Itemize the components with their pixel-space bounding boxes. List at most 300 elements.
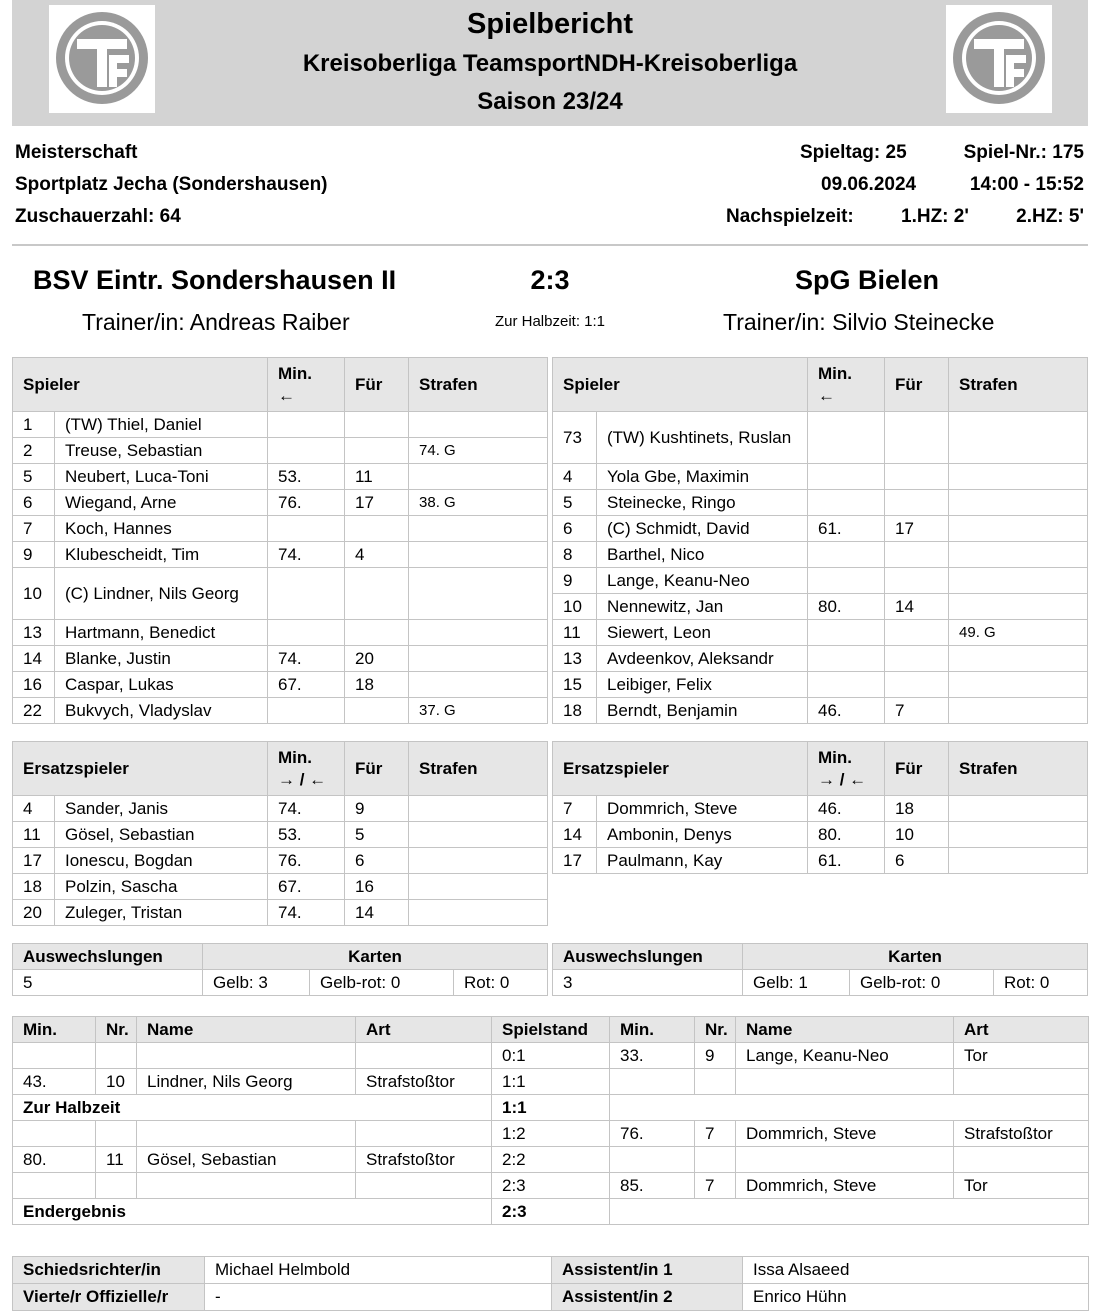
penalties [949, 594, 1088, 620]
penalties [949, 646, 1088, 672]
yellowred-cards: Gelb-rot: 0 [310, 970, 454, 996]
sub-minute [808, 646, 885, 672]
player-name: Bukvych, Vladyslav [55, 698, 268, 724]
penalties: 37. G [409, 698, 548, 724]
competition: Meisterschaft [15, 142, 138, 163]
stoppage-label: Nachspielzeit: [726, 206, 854, 227]
player-name: Zuleger, Tristan [55, 900, 268, 926]
penalties [949, 672, 1088, 698]
sub-minute: 67. [268, 874, 345, 900]
player-name: Lange, Keanu-Neo [597, 568, 808, 594]
sub-for: 18 [345, 672, 409, 698]
player-number: 8 [553, 542, 597, 568]
player-row [13, 516, 548, 542]
player-row [553, 698, 1088, 724]
sub-for: 14 [345, 900, 409, 926]
away-event-type: Tor [954, 1043, 1089, 1069]
player-number: 2 [13, 438, 55, 464]
home-event-player [137, 1173, 356, 1199]
sub-for: 20 [345, 646, 409, 672]
player-row [13, 568, 548, 620]
referee-name: Michael Helmbold [205, 1257, 552, 1284]
player-name: Berndt, Benjamin [597, 698, 808, 724]
officials-table [12, 1256, 1089, 1311]
sub-minute: 74. [268, 796, 345, 822]
col-spieler: Spieler [553, 358, 808, 412]
home-event-minute [13, 1121, 96, 1147]
penalties [409, 464, 548, 490]
event-blank [610, 1199, 1089, 1225]
player-name: Steinecke, Ringo [597, 490, 808, 516]
penalties [409, 412, 548, 438]
sub-minute: 61. [808, 516, 885, 542]
event-row [13, 1043, 1089, 1069]
report-header [12, 0, 1088, 126]
sub-for: 6 [885, 848, 949, 874]
home-event-player [137, 1121, 356, 1147]
event-score: 1:1 [492, 1095, 610, 1121]
player-row [553, 646, 1088, 672]
home-lineup-table [12, 357, 548, 724]
col-spieler: Spieler [13, 358, 268, 412]
sub-for: 14 [885, 594, 949, 620]
penalties [409, 542, 548, 568]
player-row [553, 412, 1088, 464]
stoppage-second-half: 2.HZ: 5' [1016, 206, 1084, 227]
event-row [13, 1147, 1089, 1173]
col-strafen: Strafen [409, 742, 548, 796]
season: Saison 23/24 [477, 88, 623, 115]
penalties [409, 822, 548, 848]
player-number: 11 [553, 620, 597, 646]
sub-minute: 76. [268, 848, 345, 874]
player-row [13, 646, 548, 672]
penalties [949, 490, 1088, 516]
home-event-minute [13, 1043, 96, 1069]
player-number: 13 [13, 620, 55, 646]
penalties [409, 672, 548, 698]
player-number: 18 [13, 874, 55, 900]
player-name: Treuse, Sebastian [55, 438, 268, 464]
sub-minute [268, 620, 345, 646]
away-stats-table [552, 943, 1088, 996]
col-min: Min. → / ← [808, 742, 885, 796]
player-number: 14 [553, 822, 597, 848]
player-number: 4 [13, 796, 55, 822]
sub-for [885, 672, 949, 698]
away-event-player: Lange, Keanu-Neo [736, 1043, 954, 1069]
event-score: 1:2 [492, 1121, 610, 1147]
event-score: 0:1 [492, 1043, 610, 1069]
player-name: Barthel, Nico [597, 542, 808, 568]
player-number: 6 [553, 516, 597, 542]
home-event-type [356, 1173, 492, 1199]
event-label: Endergebnis [13, 1199, 492, 1225]
penalties: 38. G [409, 490, 548, 516]
match-time: 14:00 - 15:52 [969, 174, 1084, 195]
match-date: 09.06.2024 [821, 174, 917, 195]
sub-for [885, 646, 949, 672]
penalties: 74. G [409, 438, 548, 464]
home-subs-table [12, 741, 548, 926]
player-row [13, 542, 548, 568]
event-label: Zur Halbzeit [13, 1095, 492, 1121]
sub-minute: 53. [268, 822, 345, 848]
halftime-score: Zur Halbzeit: 1:1 [494, 313, 606, 330]
home-event-number [96, 1121, 137, 1147]
home-event-player: Lindner, Nils Georg [137, 1069, 356, 1095]
col-strafen: Strafen [949, 358, 1088, 412]
player-name: Avdeenkov, Aleksandr [597, 646, 808, 672]
player-number: 9 [553, 568, 597, 594]
sub-minute: 46. [808, 796, 885, 822]
home-trainer: Trainer/in: Andreas Raiber [82, 309, 350, 335]
subs-count: 3 [553, 970, 743, 996]
sub-minute: 61. [808, 848, 885, 874]
player-name: Caspar, Lukas [55, 672, 268, 698]
player-row [553, 672, 1088, 698]
sub-minute: 76. [268, 490, 345, 516]
penalties [409, 874, 548, 900]
player-name: Blanke, Justin [55, 646, 268, 672]
away-event-number: 7 [695, 1173, 736, 1199]
col-home-min: Min. [13, 1017, 96, 1043]
home-event-number: 11 [96, 1147, 137, 1173]
sub-minute [268, 412, 345, 438]
away-event-number: 9 [695, 1043, 736, 1069]
player-number: 15 [553, 672, 597, 698]
player-row [553, 568, 1088, 594]
sub-for: 5 [345, 822, 409, 848]
event-row [13, 1173, 1089, 1199]
sub-minute: 74. [268, 542, 345, 568]
home-event-type [356, 1043, 492, 1069]
col-strafen: Strafen [949, 742, 1088, 796]
sub-for: 17 [885, 516, 949, 542]
sub-for [345, 698, 409, 724]
sub-minute [808, 490, 885, 516]
sub-minute [808, 542, 885, 568]
subs-count: 5 [13, 970, 203, 996]
sub-minute [808, 568, 885, 594]
player-name: Ambonin, Denys [597, 822, 808, 848]
away-event-player [736, 1069, 954, 1095]
sub-for: 10 [885, 822, 949, 848]
home-event-minute [13, 1173, 96, 1199]
sub-for [345, 438, 409, 464]
player-name: Paulmann, Kay [597, 848, 808, 874]
sub-for [885, 490, 949, 516]
penalties [949, 568, 1088, 594]
col-subs: Auswechslungen [13, 944, 203, 970]
penalties [409, 646, 548, 672]
sub-minute [808, 412, 885, 464]
sub-for [885, 464, 949, 490]
home-event-type: Strafstoßtor [356, 1069, 492, 1095]
player-number: 1 [13, 412, 55, 438]
away-event-minute: 85. [610, 1173, 695, 1199]
fourth-official-label: Vierte/r Offizielle/r [13, 1284, 205, 1311]
away-team: SpG Bielen [795, 265, 940, 295]
player-number: 20 [13, 900, 55, 926]
penalties [949, 822, 1088, 848]
player-row [553, 516, 1088, 542]
player-number: 6 [13, 490, 55, 516]
red-cards: Rot: 0 [994, 970, 1088, 996]
player-number: 9 [13, 542, 55, 568]
player-name: Siewert, Leon [597, 620, 808, 646]
col-away-art: Art [954, 1017, 1089, 1043]
player-name: Sander, Janis [55, 796, 268, 822]
player-name: (TW) Kushtinets, Ruslan [597, 412, 808, 464]
away-event-minute: 33. [610, 1043, 695, 1069]
sub-minute [268, 698, 345, 724]
player-name: Hartmann, Benedict [55, 620, 268, 646]
home-event-minute: 80. [13, 1147, 96, 1173]
player-number: 7 [553, 796, 597, 822]
player-name: Ionescu, Bogdan [55, 848, 268, 874]
event-row [13, 1069, 1089, 1095]
player-number: 22 [13, 698, 55, 724]
sub-for [885, 620, 949, 646]
sub-for [345, 620, 409, 646]
red-cards: Rot: 0 [454, 970, 548, 996]
sub-minute [808, 620, 885, 646]
away-event-player [736, 1147, 954, 1173]
home-event-type [356, 1121, 492, 1147]
goal-events-table [12, 1016, 1089, 1225]
home-team: BSV Eintr. Sondershausen II [33, 265, 397, 295]
sub-minute: 74. [268, 646, 345, 672]
assistant2-name: Enrico Hühn [743, 1284, 1089, 1311]
sub-minute: 67. [268, 672, 345, 698]
player-number: 7 [13, 516, 55, 542]
penalties [409, 900, 548, 926]
col-away-name: Name [736, 1017, 954, 1043]
sub-for: 6 [345, 848, 409, 874]
away-trainer: Trainer/in: Silvio Steinecke [723, 309, 995, 335]
sub-for: 7 [885, 698, 949, 724]
away-event-player: Dommrich, Steve [736, 1173, 954, 1199]
player-row [13, 698, 548, 724]
referee-label: Schiedsrichter/in [13, 1257, 205, 1284]
sub-for: 11 [345, 464, 409, 490]
player-number: 18 [553, 698, 597, 724]
col-fuer: Für [885, 742, 949, 796]
penalties [949, 698, 1088, 724]
stoppage-first-half: 1.HZ: 2' [901, 206, 969, 227]
col-min: Min. ← [268, 358, 345, 412]
player-row [553, 620, 1088, 646]
sub-for [345, 568, 409, 620]
player-row [13, 796, 548, 822]
sub-for [345, 412, 409, 438]
player-number: 17 [13, 848, 55, 874]
player-row [13, 900, 548, 926]
home-event-player [137, 1043, 356, 1069]
penalties [949, 516, 1088, 542]
player-number: 5 [13, 464, 55, 490]
player-name: (C) Schmidt, David [597, 516, 808, 542]
player-number: 73 [553, 412, 597, 464]
away-event-type: Tor [954, 1173, 1089, 1199]
divider [12, 244, 1088, 246]
player-row [553, 490, 1088, 516]
player-row [553, 848, 1088, 874]
away-event-minute: 76. [610, 1121, 695, 1147]
sub-minute: 46. [808, 698, 885, 724]
yellow-cards: Gelb: 3 [203, 970, 310, 996]
player-row [13, 438, 548, 464]
col-strafen: Strafen [409, 358, 548, 412]
col-fuer: Für [345, 358, 409, 412]
col-fuer: Für [885, 358, 949, 412]
home-event-number: 10 [96, 1069, 137, 1095]
player-row [553, 594, 1088, 620]
final-score: 2:3 [530, 265, 570, 295]
sub-for: 18 [885, 796, 949, 822]
sub-minute [808, 672, 885, 698]
player-row [13, 672, 548, 698]
player-name: Leibiger, Felix [597, 672, 808, 698]
assistant1-name: Issa Alsaeed [743, 1257, 1089, 1284]
venue: Sportplatz Jecha (Sondershausen) [15, 174, 328, 195]
sub-minute: 74. [268, 900, 345, 926]
player-number: 4 [553, 464, 597, 490]
player-row [13, 464, 548, 490]
away-event-type: Strafstoßtor [954, 1121, 1089, 1147]
event-score: 1:1 [492, 1069, 610, 1095]
away-lineup-table [552, 357, 1088, 724]
event-blank [610, 1095, 1089, 1121]
penalties [409, 796, 548, 822]
player-number: 11 [13, 822, 55, 848]
player-row [553, 822, 1088, 848]
player-name: Yola Gbe, Maximin [597, 464, 808, 490]
player-row [13, 412, 548, 438]
sub-minute: 80. [808, 822, 885, 848]
col-spielstand: Spielstand [492, 1017, 610, 1043]
player-number: 14 [13, 646, 55, 672]
penalties [409, 568, 548, 620]
fourth-official-name: - [205, 1284, 552, 1311]
away-event-minute [610, 1147, 695, 1173]
penalties [949, 796, 1088, 822]
home-stats-table [12, 943, 548, 996]
col-away-nr: Nr. [695, 1017, 736, 1043]
penalties [409, 848, 548, 874]
penalties [409, 620, 548, 646]
col-fuer: Für [345, 742, 409, 796]
penalties [949, 412, 1088, 464]
sub-for [345, 516, 409, 542]
match-number: Spiel-Nr.: 175 [963, 142, 1084, 163]
sub-for: 9 [345, 796, 409, 822]
sub-minute: 80. [808, 594, 885, 620]
away-event-player: Dommrich, Steve [736, 1121, 954, 1147]
sub-minute [808, 464, 885, 490]
league-name: Kreisoberliga TeamsportNDH-Kreisoberliga [302, 50, 798, 77]
player-number: 10 [553, 594, 597, 620]
sub-for: 4 [345, 542, 409, 568]
player-row [553, 464, 1088, 490]
col-min: Min. → / ← [268, 742, 345, 796]
penalties [949, 542, 1088, 568]
home-event-type: Strafstoßtor [356, 1147, 492, 1173]
matchday: Spieltag: 25 [800, 142, 907, 163]
penalties [949, 848, 1088, 874]
away-event-number: 7 [695, 1121, 736, 1147]
sub-for: 16 [345, 874, 409, 900]
col-min: Min. ← [808, 358, 885, 412]
yellowred-cards: Gelb-rot: 0 [850, 970, 994, 996]
col-home-nr: Nr. [96, 1017, 137, 1043]
player-row [553, 796, 1088, 822]
sub-minute [268, 438, 345, 464]
sub-for [885, 412, 949, 464]
away-event-number [695, 1147, 736, 1173]
penalties [949, 464, 1088, 490]
sub-for [885, 542, 949, 568]
player-number: 5 [553, 490, 597, 516]
away-event-minute [610, 1069, 695, 1095]
report-title: Spielbericht [467, 8, 633, 40]
player-name: Wiegand, Arne [55, 490, 268, 516]
sub-minute [268, 568, 345, 620]
player-number: 10 [13, 568, 55, 620]
home-event-number [96, 1043, 137, 1069]
player-row [13, 822, 548, 848]
spectators: Zuschauerzahl: 64 [15, 206, 181, 227]
yellow-cards: Gelb: 1 [743, 970, 850, 996]
event-score: 2:2 [492, 1147, 610, 1173]
sub-minute: 53. [268, 464, 345, 490]
away-event-number [695, 1069, 736, 1095]
event-score: 2:3 [492, 1173, 610, 1199]
event-row [13, 1121, 1089, 1147]
penalties: 49. G [949, 620, 1088, 646]
penalties [409, 516, 548, 542]
away-subs-table [552, 741, 1088, 874]
col-ersatz: Ersatzspieler [13, 742, 268, 796]
player-row [13, 874, 548, 900]
home-event-player: Gösel, Sebastian [137, 1147, 356, 1173]
player-name: (C) Lindner, Nils Georg [55, 568, 268, 620]
player-number: 16 [13, 672, 55, 698]
player-row [13, 620, 548, 646]
col-cards: Karten [203, 944, 548, 970]
col-ersatz: Ersatzspieler [553, 742, 808, 796]
sub-for [885, 568, 949, 594]
player-number: 13 [553, 646, 597, 672]
player-number: 17 [553, 848, 597, 874]
player-row [13, 848, 548, 874]
event-row [13, 1199, 1089, 1225]
player-name: Klubescheidt, Tim [55, 542, 268, 568]
sub-for: 17 [345, 490, 409, 516]
home-event-minute: 43. [13, 1069, 96, 1095]
assistant2-label: Assistent/in 2 [552, 1284, 743, 1311]
sub-minute [268, 516, 345, 542]
player-name: Neubert, Luca-Toni [55, 464, 268, 490]
player-name: Dommrich, Steve [597, 796, 808, 822]
col-home-name: Name [137, 1017, 356, 1043]
player-name: Nennewitz, Jan [597, 594, 808, 620]
home-event-number [96, 1173, 137, 1199]
event-row [13, 1095, 1089, 1121]
col-cards: Karten [743, 944, 1088, 970]
player-name: Polzin, Sascha [55, 874, 268, 900]
